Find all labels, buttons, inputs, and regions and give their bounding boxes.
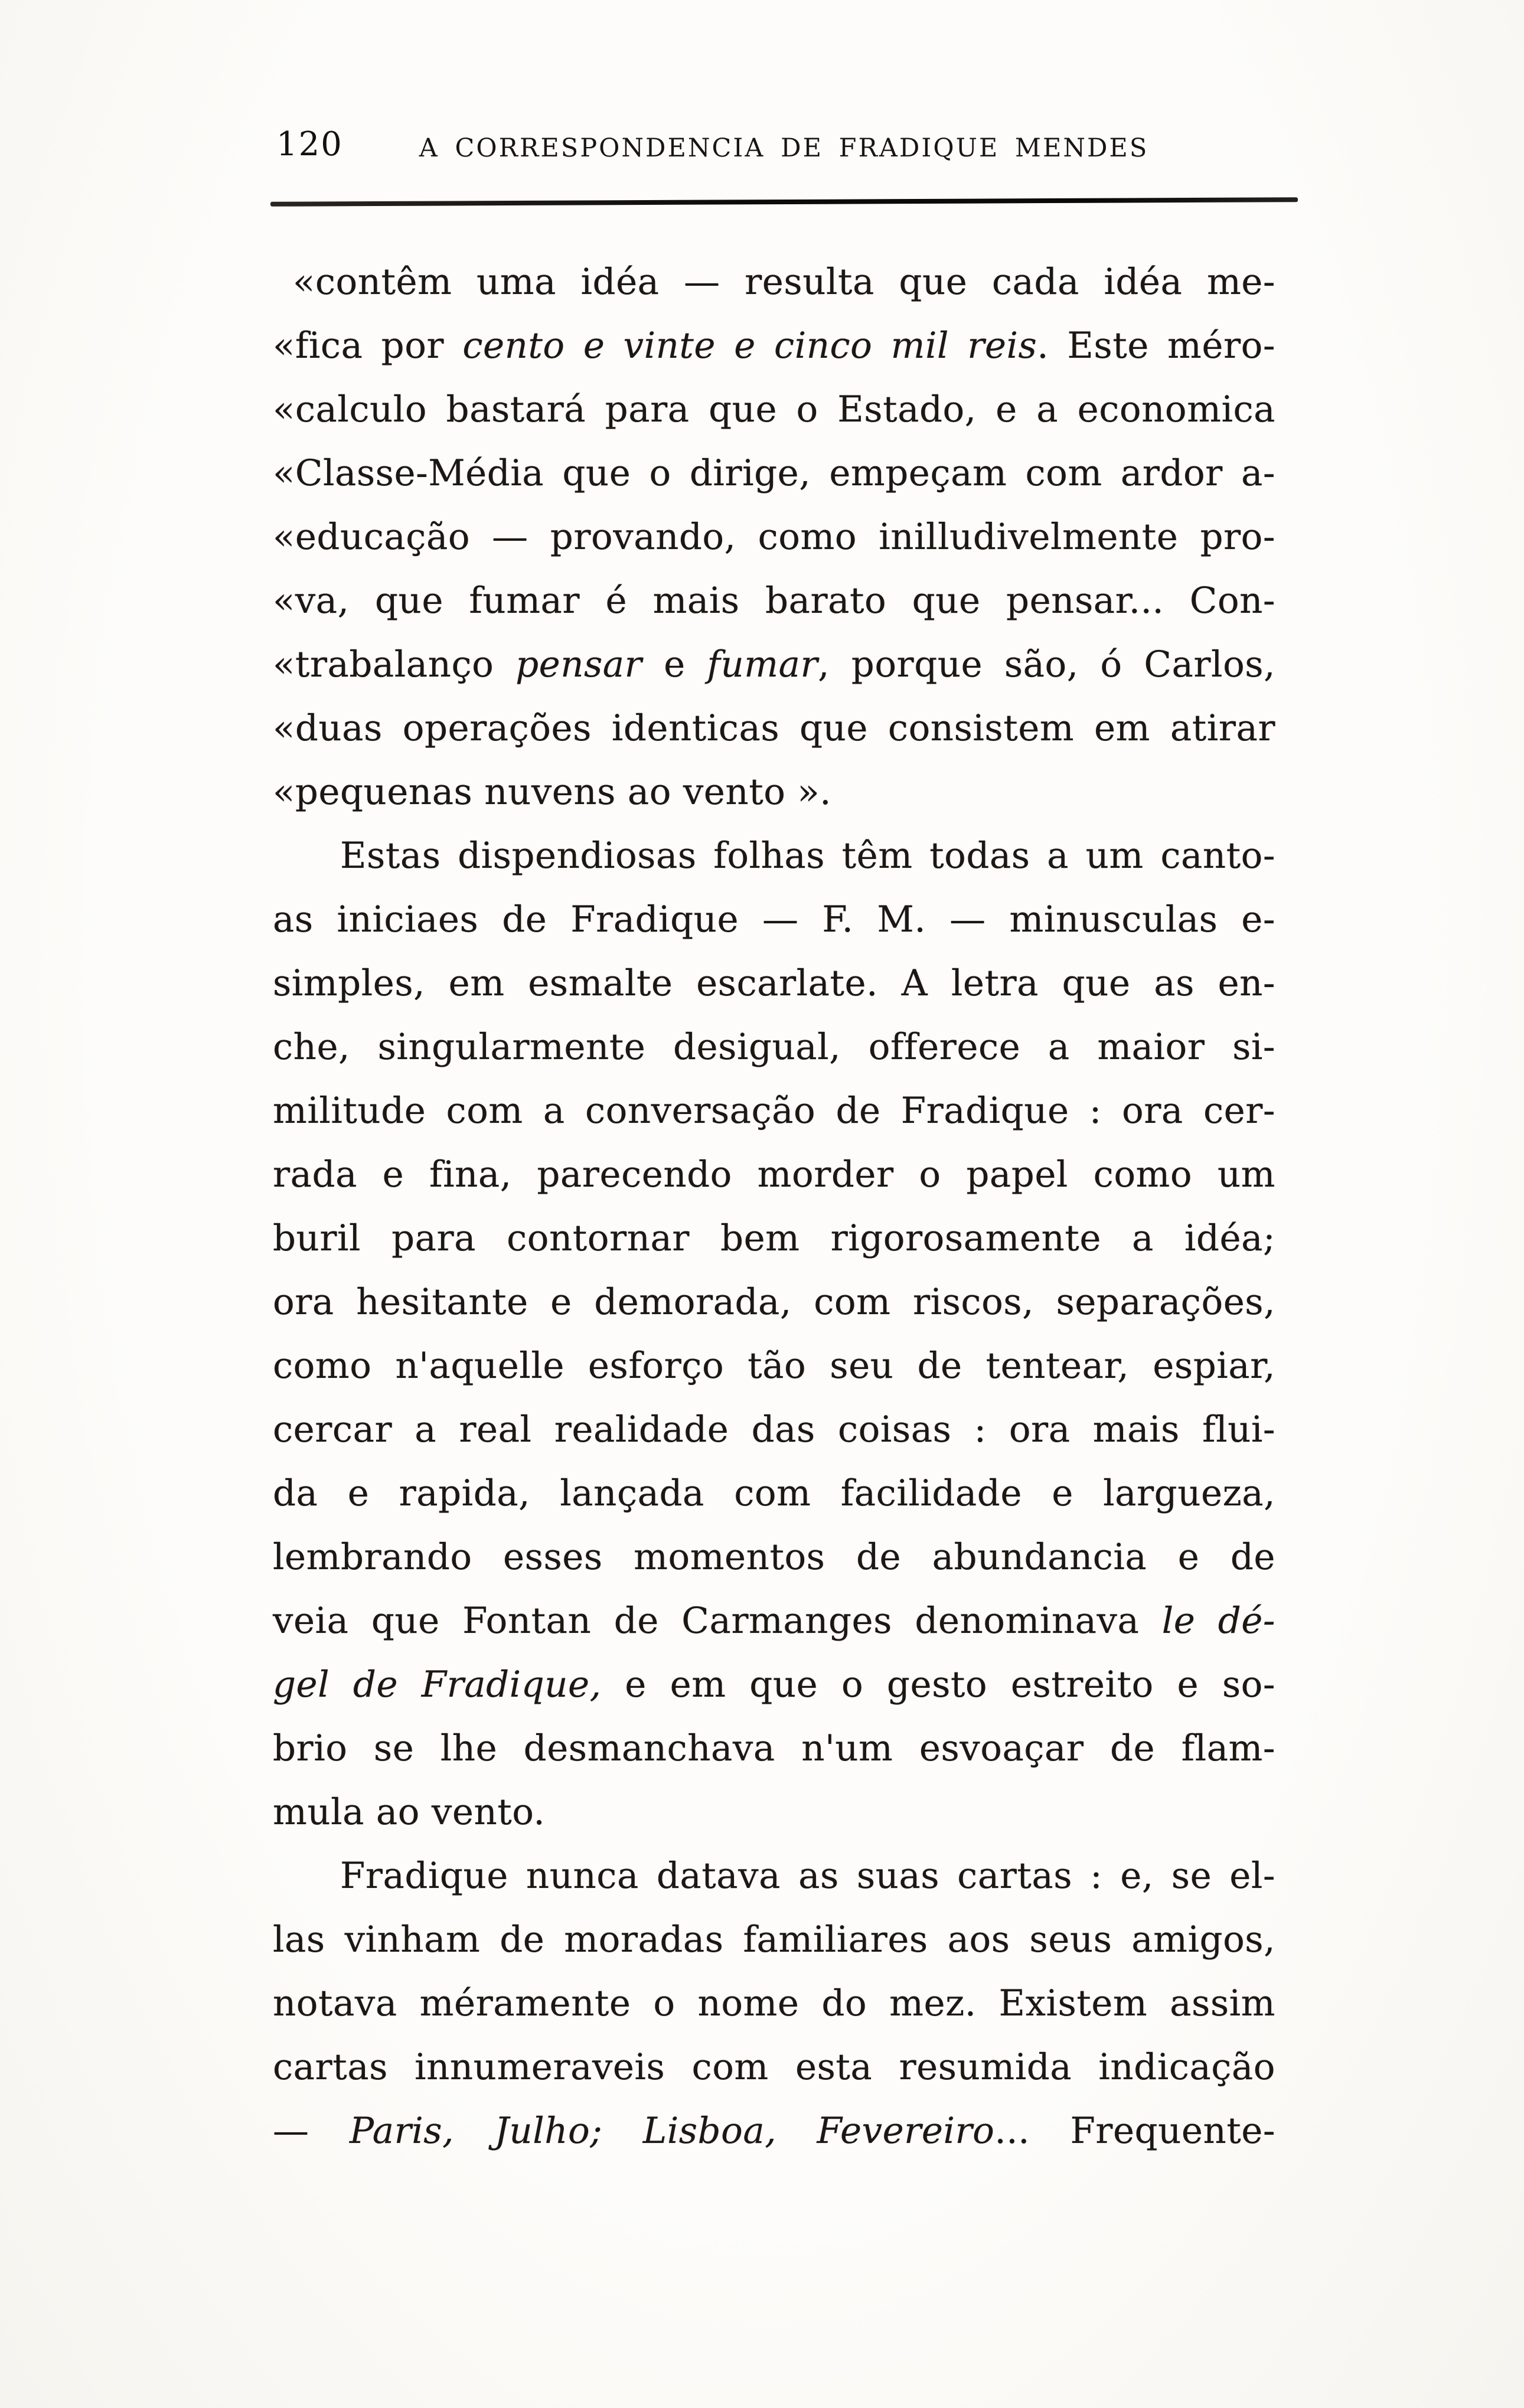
italic-text-run: gel de Fradique, — [273, 1664, 602, 1705]
text-run: lembrando esses momentos de abundancia e de — [273, 1536, 1275, 1578]
text-line — [273, 1207, 1275, 1270]
text-line — [273, 1844, 1275, 1908]
page-number: 120 — [276, 125, 343, 164]
text-line — [273, 1908, 1275, 1972]
text-line — [273, 633, 1275, 697]
text-run: . Este méro- — [1037, 325, 1275, 367]
text-run: «pequenas nuvens ao vento ». — [273, 771, 832, 813]
text-run: mula ao vento. — [273, 1791, 546, 1833]
italic-text-run: pensar — [515, 643, 642, 685]
text-line — [273, 1972, 1275, 2035]
text-line — [273, 1015, 1275, 1079]
italic-text-run: le dé- — [1161, 1600, 1275, 1642]
text-run: ... Frequente- — [994, 2110, 1275, 2152]
text-run: cartas innumeraveis com esta resumida indicação — [273, 2046, 1275, 2088]
text-run: e — [642, 643, 707, 685]
text-line — [273, 1717, 1275, 1780]
text-run: e em que o gesto estreito e so- — [601, 1664, 1275, 1705]
text-line — [273, 1334, 1275, 1398]
text-line — [273, 569, 1275, 633]
text-run: «trabalanço — [273, 643, 516, 685]
text-run: «duas operações identicas que consistem em atirar — [273, 707, 1275, 749]
text-run: da e rapida, lançada com facilidade e largueza, — [273, 1472, 1275, 1514]
text-line — [273, 250, 1275, 314]
text-run: «educação — provando, como inilludivelmente pro- — [273, 516, 1275, 558]
text-run: as iniciaes de Fradique — F. M. — minusculas e- — [273, 898, 1275, 940]
italic-text-run: Paris, Julho; Lisboa, Fevereiro — [349, 2110, 995, 2152]
text-line — [273, 952, 1275, 1015]
header-rule — [270, 197, 1298, 207]
text-line — [273, 378, 1275, 442]
text-run: — — [273, 2110, 350, 2152]
text-run: notava méramente o nome do mez. Existem assim — [273, 1982, 1275, 2024]
text-line — [273, 888, 1275, 952]
text-run: , porque são, ó Carlos, — [818, 643, 1275, 685]
text-line — [273, 1079, 1275, 1143]
text-run: rada e fina, parecendo morder o papel como um — [273, 1154, 1275, 1195]
running-title: A CORRESPONDENCIA DE FRADIQUE MENDES — [419, 133, 1149, 163]
text-line — [273, 1780, 1275, 1844]
text-run: veia que Fontan de Carmanges denominava — [273, 1600, 1162, 1642]
text-line — [273, 1462, 1275, 1525]
text-run: como n'aquelle esforço tão seu de tentear, espiar, — [273, 1345, 1275, 1387]
text-run: las vinham de moradas familiares aos seus amigos, — [273, 1919, 1275, 1961]
text-run: «fica por — [273, 325, 463, 367]
text-run: «contêm uma idéa — resulta que cada idéa me- — [293, 261, 1275, 303]
text-run: ora hesitante e demorada, com riscos, separações, — [273, 1281, 1275, 1323]
italic-text-run: cento e vinte e cinco mil reis — [462, 325, 1037, 367]
text-block — [273, 250, 1275, 2163]
italic-text-run: fumar — [707, 643, 818, 685]
text-line — [273, 1270, 1275, 1334]
text-line — [273, 697, 1275, 760]
text-run: che, singularmente desigual, offerece a maior si- — [273, 1026, 1275, 1068]
text-line — [273, 1398, 1275, 1462]
text-line — [273, 505, 1275, 569]
text-run: brio se lhe desmanchava n'um esvoaçar de flam- — [273, 1727, 1275, 1769]
text-line — [273, 1653, 1275, 1717]
text-line — [273, 824, 1275, 888]
text-run: «va, que fumar é mais barato que pensar... Con- — [273, 580, 1275, 622]
text-run: cercar a real realidade das coisas : ora mais flui- — [273, 1409, 1275, 1450]
text-run: buril para contornar bem rigorosamente a idéa; — [273, 1217, 1275, 1259]
text-run: Fradique nunca datava as suas cartas : e, se el- — [340, 1855, 1275, 1897]
text-line — [273, 442, 1275, 505]
text-run: «calculo bastará para que o Estado, e a economica — [273, 388, 1275, 430]
text-run: «Classe-Média que o dirige, empeçam com ardor a- — [273, 452, 1275, 494]
text-run: Estas dispendiosas folhas têm todas a um canto- — [340, 835, 1275, 877]
text-line — [273, 1143, 1275, 1207]
text-line — [273, 1525, 1275, 1589]
text-run: militude com a conversação de Fradique : ora cer- — [273, 1090, 1275, 1132]
text-line — [273, 2099, 1275, 2163]
text-run: simples, em esmalte escarlate. A letra que as en- — [273, 962, 1275, 1004]
text-line — [273, 314, 1275, 378]
text-line — [273, 760, 1275, 824]
text-line — [273, 1589, 1275, 1653]
text-line — [273, 2035, 1275, 2099]
